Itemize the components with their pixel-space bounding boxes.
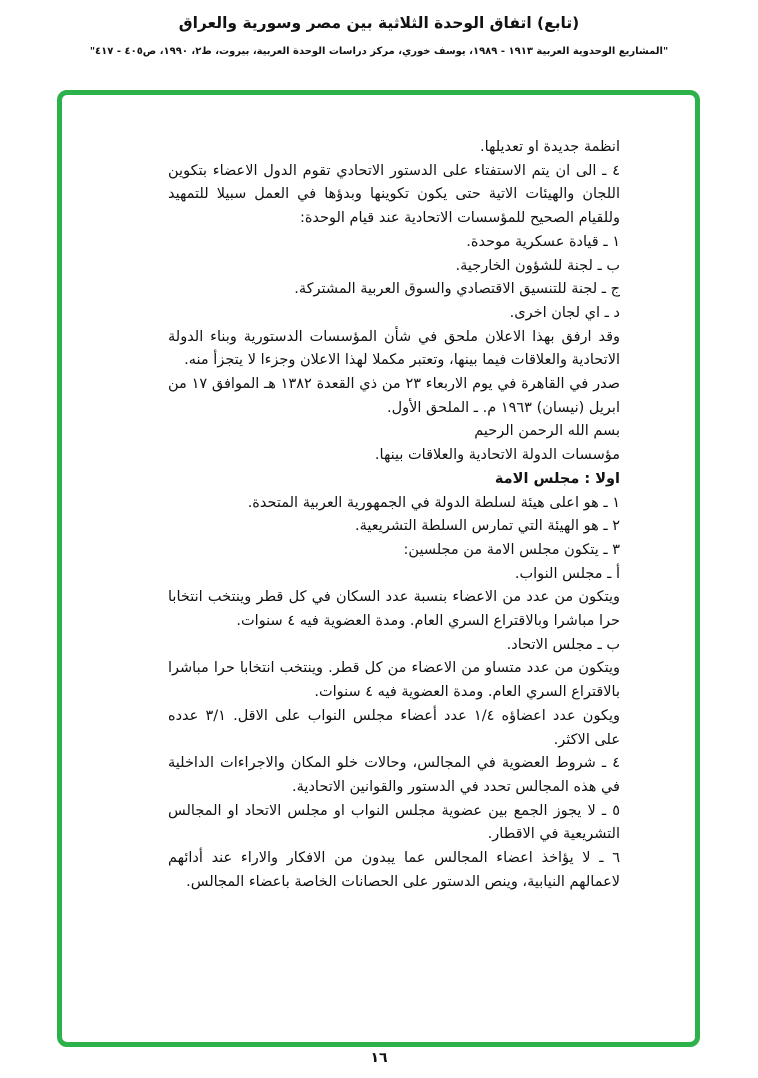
paragraph: ٣ ـ يتكون مجلس الامة من مجلسين:: [403, 541, 620, 558]
document-body: [168, 136, 620, 895]
paragraph: صدر في القاهرة في يوم الاربعاء ٢٣ من ذي القعدة ١٣٨٢ هـ الموافق ١٧ من ابريل (نيسان) ١٩٦٣ م. ـ الملحق الأول.: [168, 376, 620, 416]
paragraph: بسم الله الرحمن الرحيم: [474, 423, 620, 440]
citation-line: "المشاريع الوحدوية العربية ١٩١٣ - ١٩٨٩، يوسف خوري، مركز دراسات الوحدة العربية، بيروت، ط٢، ١٩٩٠، ص٤٠٥ - ٤١٧": [89, 46, 669, 57]
paragraph: ٦ ـ لا يؤاخذ اعضاء المجالس عما يبدون من الافكار والاراء عند أدائهم لاعمالهم النيابية، وينص الدستور على الحصانات الخاصة باعضاء المجالس.: [168, 850, 620, 890]
paragraph: مؤسسات الدولة الاتحادية والعلاقات بينها.: [374, 447, 620, 464]
paragraph: وقد ارفق بهذا الاعلان ملحق في شأن المؤسسات الدستورية وبناء الدولة الاتحادية والعلاقات فيما بينها، وتعتبر مكملا لهذا الاعلان وجزءا لا يتجزأ منه.: [168, 328, 620, 369]
list-item: ب ـ لجنة للشؤون الخارجية.: [455, 257, 620, 274]
list-item: ١ ـ قيادة عسكرية موحدة.: [466, 233, 620, 250]
paragraph: ٥ ـ لا يجوز الجمع بين عضوية مجلس النواب او مجلس الاتحاد او المجالس التشريعية في الاقطار.: [168, 802, 620, 843]
paragraph: ويتكون من عدد متساو من الاعضاء من كل قطر. وينتخب انتخابا حرا مباشرا بالاقتراع السري العام. ومدة العضوية فيه ٤ سنوات.: [168, 660, 620, 701]
list-item: أ ـ مجلس النواب.: [514, 565, 620, 582]
paragraph: ويكون عدد اعضاؤه ١/٤ عدد أعضاء مجلس النواب على الاقل. ٣/١ عدده على الاكثر.: [168, 707, 620, 748]
page-number: ١٦: [370, 1050, 388, 1066]
paragraph: ٤ ـ شروط العضوية في المجالس، وحالات خلو المكان والاجراءات الداخلية في هذه المجالس تحدد في الدستور والقوانين الاتحادية.: [168, 755, 620, 795]
paragraph: ٢ ـ هو الهيئة التي تمارس السلطة التشريعية.: [355, 518, 620, 535]
section-heading: اولا : مجلس الامة: [494, 470, 620, 487]
page-title: (تابع) اتفاق الوحدة الثلاثية بين مصر وسورية والعراق: [178, 14, 580, 32]
list-item: ب ـ مجلس الاتحاد.: [506, 636, 620, 653]
list-item: ج ـ لجنة للتنسيق الاقتصادي والسوق العربية المشتركة.: [294, 281, 620, 298]
paragraph: ويتكون من عدد من الاعضاء بنسبة عدد السكان في كل قطر وينتخب انتخابا حرا مباشرا وبالاقتراع السري العام. ومدة العضوية فيه ٤ سنوات.: [168, 589, 620, 630]
paragraph: انظمة جديدة او تعديلها.: [480, 139, 620, 155]
list-item: د ـ اي لجان اخرى.: [509, 304, 620, 321]
paragraph: ١ ـ هو اعلى هيئة لسلطة الدولة في الجمهورية العربية المتحدة.: [247, 494, 620, 511]
paragraph: ٤ ـ الى ان يتم الاستفتاء على الدستور الاتحادي تقوم الدول الاعضاء بتكوين اللجان والهيئات الاتية حتى يكون تكوينها وبدؤها في العمل سبيلا للتمهيد وللقيام الصحيح للمؤسسات الاتحادية عند قيام الوحدة:: [168, 162, 620, 227]
